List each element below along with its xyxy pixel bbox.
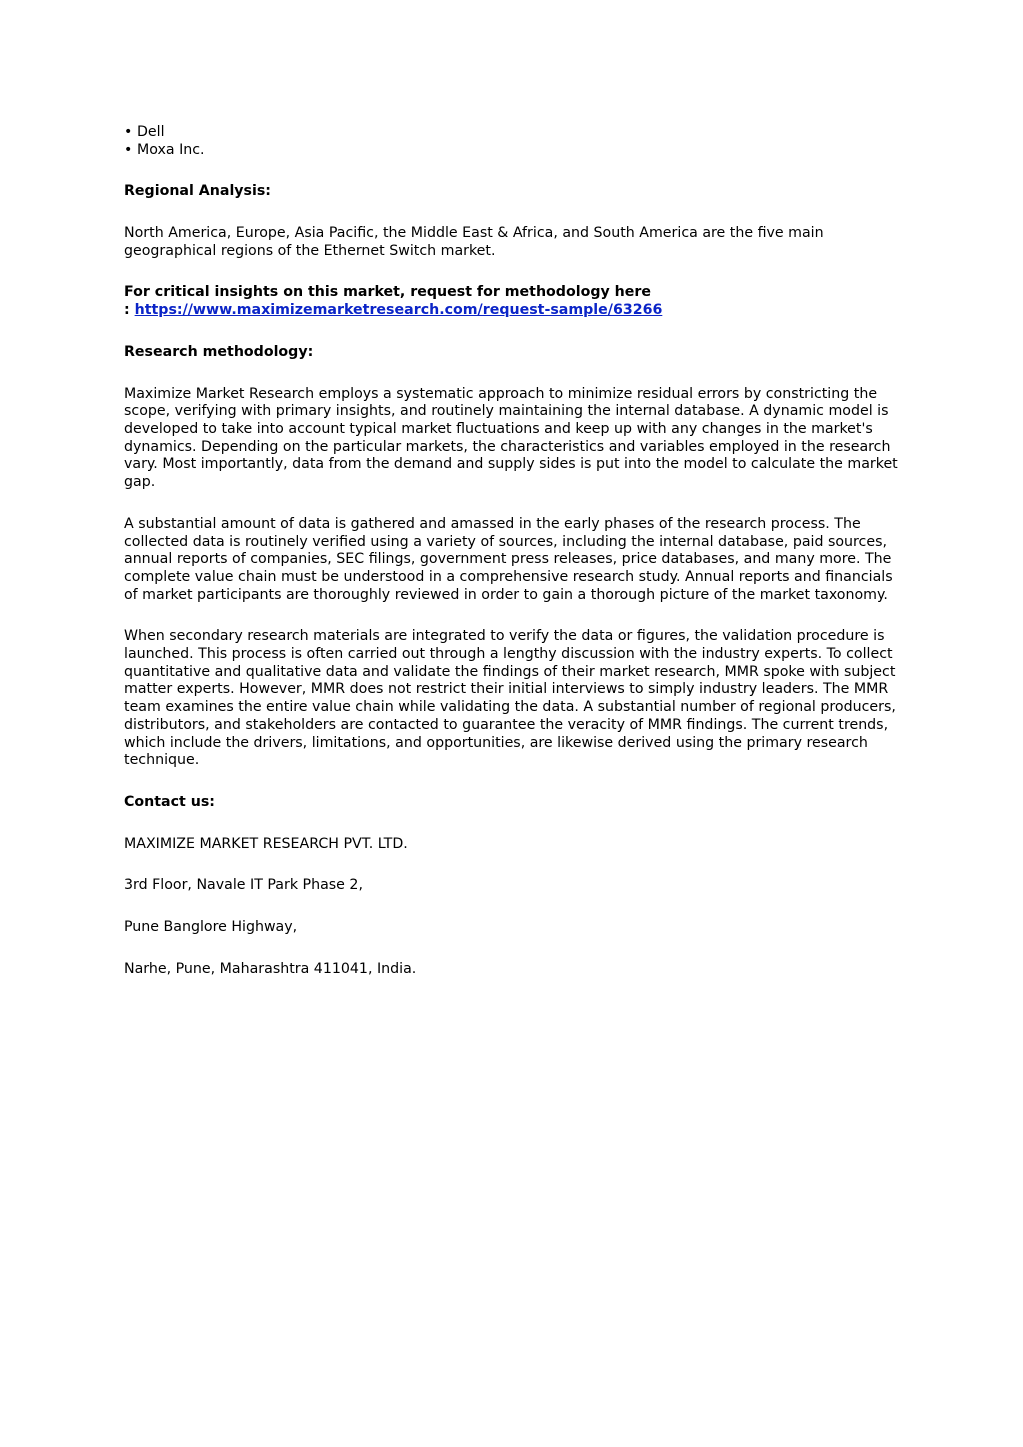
methodology-paragraph-3: When secondary research materials are integrated to verify the data or figures, the validation procedure is launched. This process is often carried out through a lengthy discussion with the industry experts. To collect quantitative and qualitative data and validate the findings of their market research, MMR spoke with subject matter experts. However, MMR does not restrict their initial interviews to simply industry leaders. The MMR team examines the entire value chain while validating the data. A substantial number of regional producers, distributors, and stakeholders are contacted to guarantee the veracity of MMR findings. The current trends, which include the drivers, limitations, and opportunities, are likewise derived using the primary research technique. bbox=[124, 628, 896, 769]
methodology-heading: Research methodology: bbox=[124, 343, 314, 360]
methodology-paragraph-1: Maximize Market Research employs a systematic approach to minimize residual errors by constricting the scope, verifying with primary insights, and routinely maintaining the internal database. A dynamic model is developed to take into account typical market fluctuations and keep up with any changes in the market's dynamics. Depending on the particular markets, the characteristics and variables employed in the research vary. Most importantly, data from the demand and supply sides is put into the model to calculate the market gap. bbox=[124, 385, 898, 491]
company-name: Moxa Inc. bbox=[137, 141, 205, 158]
list-item bbox=[124, 124, 899, 142]
request-sample-link[interactable]: https://www.maximizemarketresearch.com/request-sample/63266 bbox=[134, 302, 663, 319]
regional-analysis-text: North America, Europe, Asia Pacific, the Middle East & Africa, and South America are the five main geographical regions of the Ethernet Switch market. bbox=[124, 225, 824, 259]
bullet-icon: • bbox=[124, 124, 133, 140]
contact-company: MAXIMIZE MARKET RESEARCH PVT. LTD. bbox=[124, 835, 408, 852]
list-item bbox=[124, 142, 899, 160]
insights-callout bbox=[124, 284, 899, 319]
insights-prefix: : bbox=[124, 302, 135, 319]
insights-text: For critical insights on this market, request for methodology here bbox=[124, 284, 652, 301]
company-list bbox=[124, 124, 899, 159]
document-page bbox=[124, 124, 899, 978]
contact-address-line-2: Pune Banglore Highway, bbox=[124, 919, 298, 936]
contact-heading: Contact us: bbox=[124, 793, 215, 810]
methodology-paragraph-2: A substantial amount of data is gathered and amassed in the early phases of the research process. The collected data is routinely verified using a variety of sources, including the internal database, paid sources, annual reports of companies, SEC filings, government press releases, price databases, and many more. The complete value chain must be understood in a comprehensive research study. Annual reports and financials of market participants are thoroughly reviewed in order to gain a thorough picture of the market taxonomy. bbox=[124, 515, 893, 603]
company-name: Dell bbox=[137, 124, 165, 140]
contact-address-line-1: 3rd Floor, Navale IT Park Phase 2, bbox=[124, 877, 363, 894]
bullet-icon: • bbox=[124, 141, 133, 158]
regional-analysis-heading: Regional Analysis: bbox=[124, 183, 271, 200]
contact-address-line-3: Narhe, Pune, Maharashtra 411041, India. bbox=[124, 960, 417, 977]
